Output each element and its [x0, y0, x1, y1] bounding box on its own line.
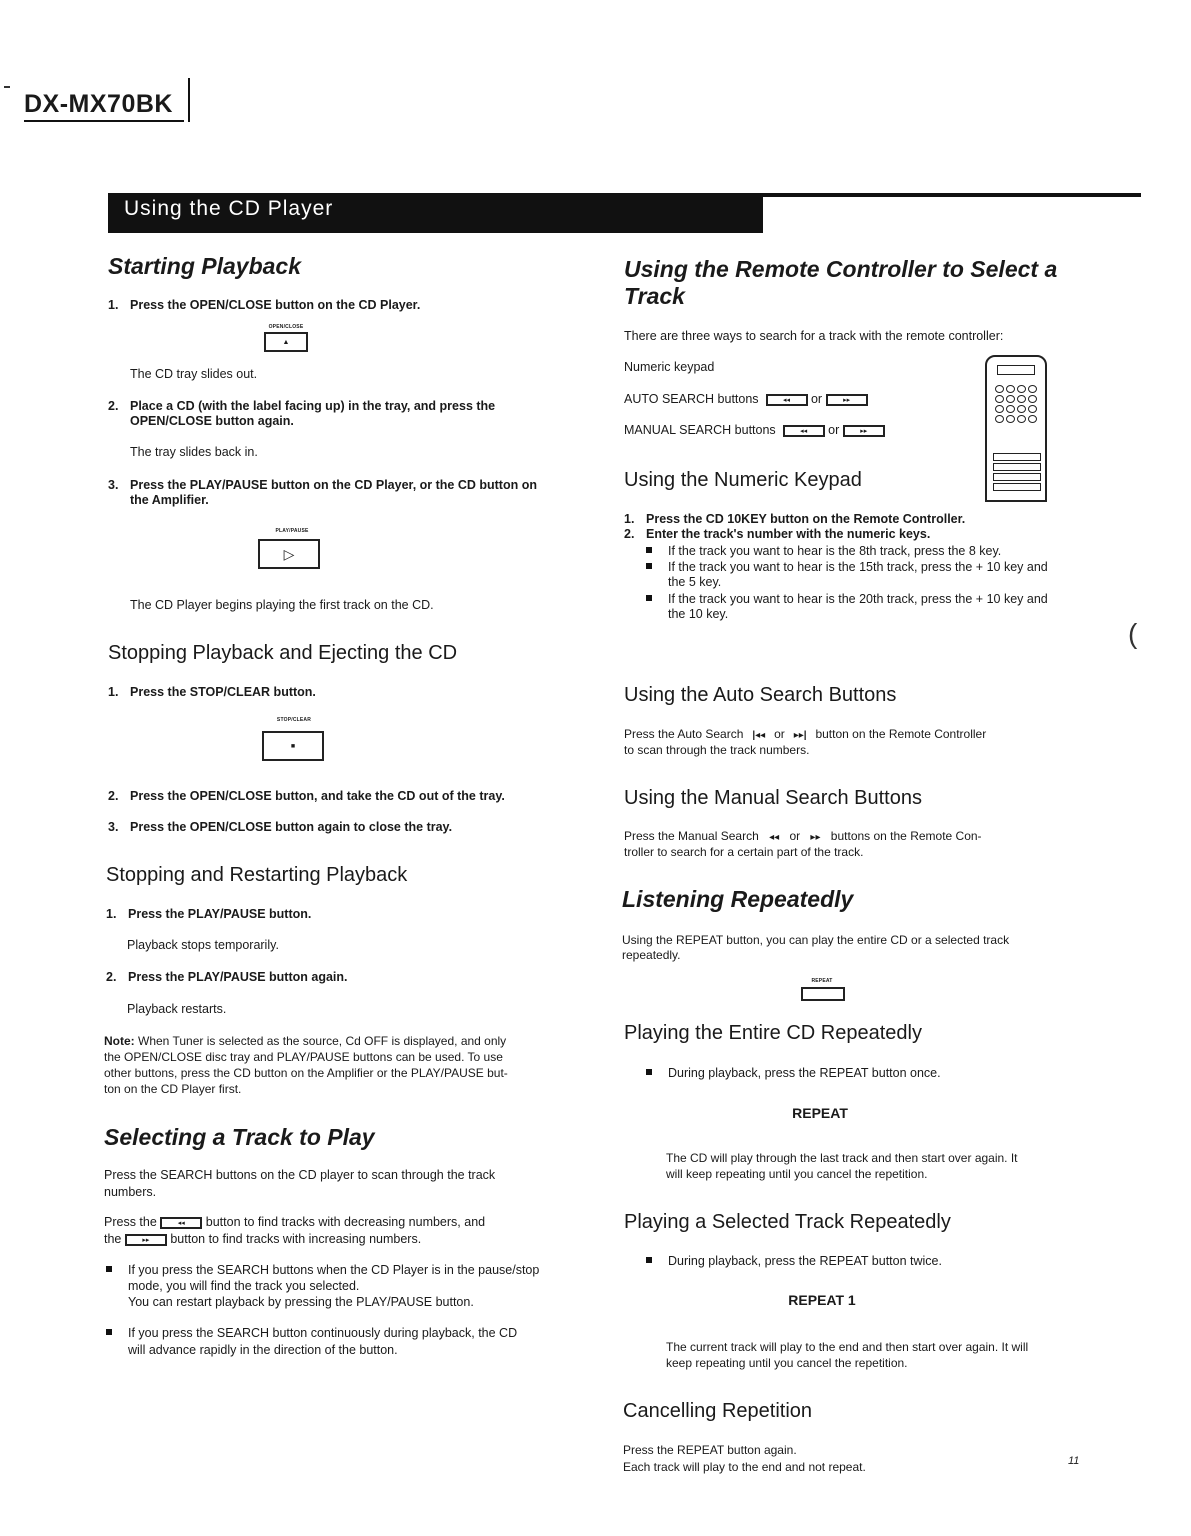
remote-function-keys [993, 453, 1041, 493]
selecting-bullet-2: If you press the SEARCH button continuously during playback, the CD [106, 1325, 517, 1341]
manual-ff-button-illustration [843, 425, 885, 437]
starting-step-3: 3. Press the PLAY/PAUSE button on the CD Player, or the CD button on [108, 478, 537, 492]
repeat-1-display: REPEAT 1 [788, 1292, 856, 1308]
note-line-4: ton on the CD Player first. [104, 1082, 242, 1096]
repeat-caption: REPEAT [811, 978, 833, 984]
starting-after-3: The CD Player begins playing the first track on the CD. [130, 598, 434, 612]
search-back-button-illustration [160, 1217, 202, 1229]
starting-step-3-cont: the Amplifier. [130, 493, 209, 507]
fast-forward-icon: ▸▸ [860, 427, 868, 435]
selected-line2: keep repeating until you cancel the repetition. [666, 1356, 908, 1370]
model-divider [188, 78, 190, 122]
entire-bullet: During playback, press the REPEAT button once. [646, 1065, 941, 1081]
starting-step-1: 1. Press the OPEN/CLOSE button on the CD Player. [108, 298, 421, 312]
skip-back-icon: |◂◂ [752, 730, 766, 741]
selected-heading: Playing a Selected Track Repeatedly [624, 1211, 951, 1233]
stopping-step-3: 3. Press the OPEN/CLOSE button again to close the tray. [108, 820, 453, 834]
stop-icon: ■ [290, 742, 296, 750]
note-line-3: other buttons, press the CD button on the Amplifier or the PLAY/PAUSE but- [104, 1066, 508, 1080]
remote-heading-line1: Using the Remote Controller to Select a [624, 256, 1058, 282]
restarting-heading: Stopping and Restarting Playback [106, 864, 408, 886]
skip-forward-icon: ▸▸ [843, 396, 851, 404]
remote-heading-line2: Track [624, 283, 685, 309]
cancel-line2: Each track will play to the end and not repeat. [623, 1460, 866, 1474]
margin-parenthesis: ( [1128, 618, 1138, 649]
open-close-button-illustration [264, 332, 308, 352]
auto-search-line2: to scan through the track numbers. [624, 743, 810, 757]
way-manual: MANUAL SEARCH buttons ◂◂ or ▸▸ [624, 422, 885, 438]
bullet-icon [106, 1329, 112, 1335]
selecting-bullet-1-line2: mode, you will find the track you selected. [128, 1279, 360, 1293]
listening-line2: repeatedly. [622, 948, 681, 962]
starting-playback-heading: Starting Playback [108, 253, 302, 279]
numeric-bullet-2-line2: the 5 key. [668, 575, 722, 589]
selecting-bullet-1-line3: You can restart playback by pressing the PLAY/PAUSE button. [128, 1295, 474, 1309]
rewind-icon: ◂◂ [769, 832, 780, 843]
selecting-p1-line2: numbers. [104, 1185, 157, 1199]
stopping-step-2: 2. Press the OPEN/CLOSE button, and take the CD out of the tray. [108, 789, 505, 803]
bullet-icon [106, 1266, 112, 1272]
restarting-step-1: 1. Press the PLAY/PAUSE button. [106, 907, 312, 921]
numeric-bullet-2: If the track you want to hear is the 15th track, press the + 10 key and [646, 559, 1048, 575]
starting-after-2: The tray slides back in. [130, 445, 258, 459]
fast-forward-icon: ▸▸ [810, 832, 821, 843]
selecting-heading: Selecting a Track to Play [104, 1124, 375, 1150]
page-number: 11 [1068, 1455, 1080, 1467]
manual-search-line2: troller to search for a certain part of the track. [624, 845, 864, 859]
restarting-step-2: 2. Press the PLAY/PAUSE button again. [106, 970, 348, 984]
starting-step-2-cont: OPEN/CLOSE button again. [130, 414, 294, 428]
model-underline [24, 120, 184, 122]
rewind-icon: ◂◂ [800, 427, 808, 435]
play-pause-button-illustration [258, 539, 320, 569]
selected-bullet: During playback, press the REPEAT button twice. [646, 1253, 942, 1269]
restarting-after-2: Playback restarts. [127, 1002, 227, 1016]
auto-search-heading: Using the Auto Search Buttons [624, 684, 897, 706]
entire-heading: Playing the Entire CD Repeatedly [624, 1022, 922, 1044]
way-numeric: Numeric keypad [624, 360, 715, 374]
play-pause-caption: PLAY/PAUSE [275, 528, 309, 534]
numeric-bullet-1: If the track you want to hear is the 8th track, press the 8 key. [646, 543, 1001, 559]
bullet-icon [646, 595, 652, 601]
auto-search-line1: Press the Auto Search |◂◂ or ▸▸| button on the Remote Controller [624, 726, 986, 744]
selecting-bullet-2-line2: will advance rapidly in the direction of the button. [128, 1343, 398, 1357]
manual-search-heading: Using the Manual Search Buttons [624, 787, 922, 809]
model-number: DX-MX70BK [24, 90, 173, 118]
manual-rew-button-illustration [783, 425, 825, 437]
skip-back-icon: ◂◂ [177, 1219, 185, 1227]
remote-intro: There are three ways to search for a track with the remote controller: [624, 329, 1004, 343]
open-close-caption: OPEN/CLOSE [268, 324, 304, 330]
note-line-1: Note: When Tuner is selected as the source, Cd OFF is displayed, and only [104, 1034, 507, 1048]
selecting-bullet-1: If you press the SEARCH buttons when the CD Player is in the pause/stop [106, 1262, 539, 1278]
numeric-bullet-3: If the track you want to hear is the 20th track, press the + 10 key and [646, 591, 1048, 607]
skip-forward-icon: ▸▸ [142, 1236, 150, 1244]
remote-display [997, 365, 1035, 375]
restarting-after-1: Playback stops temporarily. [127, 938, 279, 952]
repeat-display: REPEAT [792, 1105, 848, 1121]
margin-mark [4, 86, 10, 88]
remote-controller-illustration [985, 355, 1047, 502]
manual-search-line1: Press the Manual Search ◂◂ or ▸▸ buttons on the Remote Con- [624, 828, 982, 846]
starting-step-2: 2. Place a CD (with the label facing up) in the tray, and press the [108, 399, 496, 413]
note-line-2: the OPEN/CLOSE disc tray and PLAY/PAUSE buttons can be used. To use [104, 1050, 503, 1064]
auto-prev-button-illustration [766, 394, 808, 406]
selecting-p1-line1: Press the SEARCH buttons on the CD player to scan through the track [104, 1168, 496, 1182]
stop-clear-button-illustration [262, 731, 324, 761]
cancel-line1: Press the REPEAT button again. [623, 1443, 797, 1457]
numeric-heading: Using the Numeric Keypad [624, 469, 862, 491]
auto-next-button-illustration [826, 394, 868, 406]
numeric-step-2: 2. Enter the track's number with the numeric keys. [624, 527, 931, 541]
selecting-p2-line1: Press the ◂◂ button to find tracks with decreasing numbers, and [104, 1215, 486, 1229]
stopping-heading: Stopping Playback and Ejecting the CD [108, 642, 458, 664]
numeric-bullet-3-line2: the 10 key. [668, 607, 729, 621]
skip-back-icon: ◂◂ [782, 396, 791, 404]
stop-clear-caption: STOP/CLEAR [276, 717, 312, 723]
selected-line1: The current track will play to the end and then start over again. It will [666, 1340, 1029, 1354]
skip-forward-icon: ▸▸| [793, 730, 807, 741]
repeat-button-illustration [801, 987, 845, 1001]
search-forward-button-illustration [125, 1234, 167, 1246]
entire-line2: will keep repeating until you cancel the repetition. [666, 1167, 928, 1181]
listening-line1: Using the REPEAT button, you can play the entire CD or a selected track [622, 933, 1010, 947]
bullet-icon [646, 547, 652, 553]
bullet-icon [646, 1069, 652, 1075]
starting-after-1: The CD tray slides out. [130, 367, 258, 381]
listening-heading: Listening Repeatedly [622, 886, 854, 912]
bullet-icon [646, 563, 652, 569]
entire-line1: The CD will play through the last track and then start over again. It [666, 1151, 1018, 1165]
bullet-icon [646, 1257, 652, 1263]
selecting-p2-line2: the ▸▸ button to find tracks with increasing numbers. [104, 1232, 422, 1246]
eject-icon: ▲ [282, 338, 290, 346]
numeric-step-1: 1. Press the CD 10KEY button on the Remote Controller. [624, 512, 966, 526]
way-auto: AUTO SEARCH buttons ◂◂ or ▸▸ [624, 391, 868, 407]
cancel-heading: Cancelling Repetition [623, 1400, 813, 1422]
remote-keypad [995, 385, 1039, 423]
section-banner: Using the CD Player [108, 193, 763, 233]
play-icon: ▷ [283, 545, 295, 562]
stopping-step-1: 1. Press the STOP/CLEAR button. [108, 685, 316, 699]
